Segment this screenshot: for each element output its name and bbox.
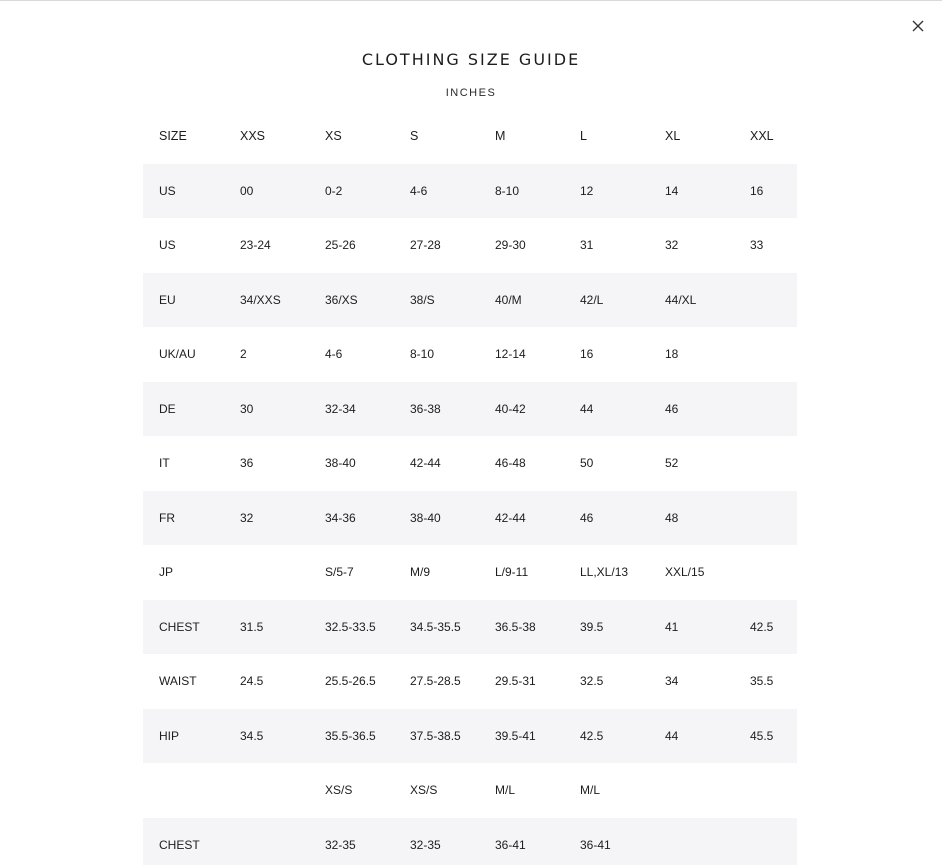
table-cell: 36-38 xyxy=(394,382,479,437)
table-cell: 41 xyxy=(649,600,734,655)
row-label: CHEST xyxy=(143,818,224,865)
row-label: JP xyxy=(159,565,174,580)
table-cell: 33 xyxy=(750,238,764,253)
table-cell: 38-40 xyxy=(325,456,356,471)
row-label xyxy=(143,763,224,818)
row-label: IT xyxy=(159,456,170,471)
table-cell: 32.5-33.5 xyxy=(309,600,394,655)
table-cell: 36-41 xyxy=(479,818,564,865)
table-cell: 38-40 xyxy=(394,491,479,546)
table-row xyxy=(143,763,797,818)
table-cell: 34.5 xyxy=(224,709,309,764)
table-cell: 24.5 xyxy=(240,674,264,689)
table-row xyxy=(143,491,797,546)
table-cell: 31 xyxy=(580,238,594,253)
table-cell: 39.5 xyxy=(564,600,649,655)
table-cell: 46 xyxy=(649,382,734,437)
table-cell: 46-48 xyxy=(495,456,526,471)
row-label: FR xyxy=(143,491,224,546)
table-cell: L/9-11 xyxy=(495,565,529,580)
table-cell xyxy=(734,818,797,865)
table-cell: 38/S xyxy=(394,273,479,328)
column-header: M xyxy=(495,129,506,144)
table-cell: 34-36 xyxy=(309,491,394,546)
table-cell: XS/S xyxy=(325,783,353,798)
row-label: DE xyxy=(143,382,224,437)
table-cell: 14 xyxy=(649,164,734,219)
table-cell: M/L xyxy=(580,783,601,798)
column-header: SIZE xyxy=(159,129,187,144)
row-label: EU xyxy=(143,273,224,328)
table-cell: 8-10 xyxy=(410,347,435,362)
table-cell: 45.5 xyxy=(734,709,797,764)
table-cell: 16 xyxy=(734,164,797,219)
table-cell: 4-6 xyxy=(325,347,343,362)
table-cell xyxy=(734,763,797,818)
table-cell: 40/M xyxy=(479,273,564,328)
table-cell: 25-26 xyxy=(325,238,356,253)
table-cell: 32-34 xyxy=(309,382,394,437)
table-cell: 0-2 xyxy=(309,164,394,219)
table-row xyxy=(143,218,797,273)
table-cell: 44/XL xyxy=(649,273,734,328)
table-header-row xyxy=(143,109,797,164)
table-cell: 00 xyxy=(224,164,309,219)
table-row xyxy=(143,709,797,764)
table-cell: S/5-7 xyxy=(325,565,354,580)
table-cell: 40-42 xyxy=(479,382,564,437)
column-header: S xyxy=(410,129,419,144)
table-row xyxy=(143,382,797,437)
table-row xyxy=(143,545,797,600)
table-row xyxy=(143,164,797,219)
unit-label: INCHES xyxy=(445,87,497,99)
table-cell xyxy=(734,327,797,382)
table-cell xyxy=(734,545,797,600)
table-cell: 42-44 xyxy=(479,491,564,546)
table-row xyxy=(143,327,797,382)
table-cell: 32.5 xyxy=(580,674,604,689)
table-cell: 37.5-38.5 xyxy=(394,709,479,764)
page-title: CLOTHING SIZE GUIDE xyxy=(361,50,581,69)
table-cell: 23-24 xyxy=(240,238,271,253)
column-header: XXL xyxy=(750,129,774,144)
table-cell: 39.5-41 xyxy=(479,709,564,764)
table-cell xyxy=(734,491,797,546)
table-cell: 34.5-35.5 xyxy=(394,600,479,655)
table-cell: 35.5-36.5 xyxy=(309,709,394,764)
table-row xyxy=(143,436,797,491)
table-row xyxy=(143,600,797,655)
table-cell: 36-41 xyxy=(564,818,649,865)
column-header: L xyxy=(580,129,587,144)
column-header: XXS xyxy=(240,129,266,144)
table-cell: 42.5 xyxy=(564,709,649,764)
close-button[interactable] xyxy=(909,17,927,35)
table-cell: 42/L xyxy=(564,273,649,328)
table-cell: 27-28 xyxy=(410,238,441,253)
table-cell: 36/XS xyxy=(309,273,394,328)
row-label: HIP xyxy=(143,709,224,764)
row-label: WAIST xyxy=(159,674,197,689)
column-header: XL xyxy=(665,129,681,144)
table-row xyxy=(143,273,797,328)
table-cell: 34 xyxy=(665,674,679,689)
table-cell: 35.5 xyxy=(750,674,774,689)
table-cell: 32 xyxy=(224,491,309,546)
table-cell xyxy=(734,436,797,491)
table-cell: 16 xyxy=(580,347,594,362)
table-cell: 42-44 xyxy=(410,456,441,471)
table-cell: 32-35 xyxy=(394,818,479,865)
row-label: US xyxy=(159,238,176,253)
table-cell: 44 xyxy=(649,709,734,764)
table-cell: 52 xyxy=(665,456,679,471)
table-cell xyxy=(224,763,309,818)
table-cell: 29-30 xyxy=(495,238,526,253)
table-cell: 44 xyxy=(564,382,649,437)
table-cell: 2 xyxy=(240,347,247,362)
row-label: CHEST xyxy=(143,600,224,655)
table-cell xyxy=(224,545,309,600)
close-icon xyxy=(909,17,927,35)
table-cell xyxy=(734,382,797,437)
table-cell: 27.5-28.5 xyxy=(410,674,461,689)
table-cell: 25.5-26.5 xyxy=(325,674,376,689)
row-label: UK/AU xyxy=(159,347,196,362)
table-row xyxy=(143,654,797,709)
table-cell: LL,XL/13 xyxy=(580,565,629,580)
row-label: US xyxy=(143,164,224,219)
table-cell: 48 xyxy=(649,491,734,546)
table-cell: 36.5-38 xyxy=(479,600,564,655)
table-cell: 12-14 xyxy=(495,347,526,362)
table-cell xyxy=(649,818,734,865)
table-cell: 50 xyxy=(580,456,594,471)
table-row xyxy=(143,818,797,865)
table-cell: 42.5 xyxy=(734,600,797,655)
table-cell xyxy=(649,763,734,818)
table-cell: 12 xyxy=(564,164,649,219)
table-cell: XXL/15 xyxy=(665,565,705,580)
table-cell: 30 xyxy=(224,382,309,437)
table-cell: 4-6 xyxy=(394,164,479,219)
table-cell: 34/XXS xyxy=(224,273,309,328)
table-cell: M/9 xyxy=(410,565,431,580)
table-cell xyxy=(224,818,309,865)
table-cell: 32 xyxy=(665,238,679,253)
table-cell: 18 xyxy=(665,347,679,362)
table-cell: XS/S xyxy=(410,783,438,798)
table-cell: 29.5-31 xyxy=(495,674,536,689)
size-table xyxy=(143,109,797,865)
table-cell: 31.5 xyxy=(224,600,309,655)
table-cell: 46 xyxy=(564,491,649,546)
table-cell: 36 xyxy=(240,456,254,471)
table-cell: 32-35 xyxy=(309,818,394,865)
column-header: XS xyxy=(325,129,342,144)
table-cell: 8-10 xyxy=(479,164,564,219)
table-cell: M/L xyxy=(495,783,516,798)
table-cell xyxy=(734,273,797,328)
table-body xyxy=(143,164,797,865)
